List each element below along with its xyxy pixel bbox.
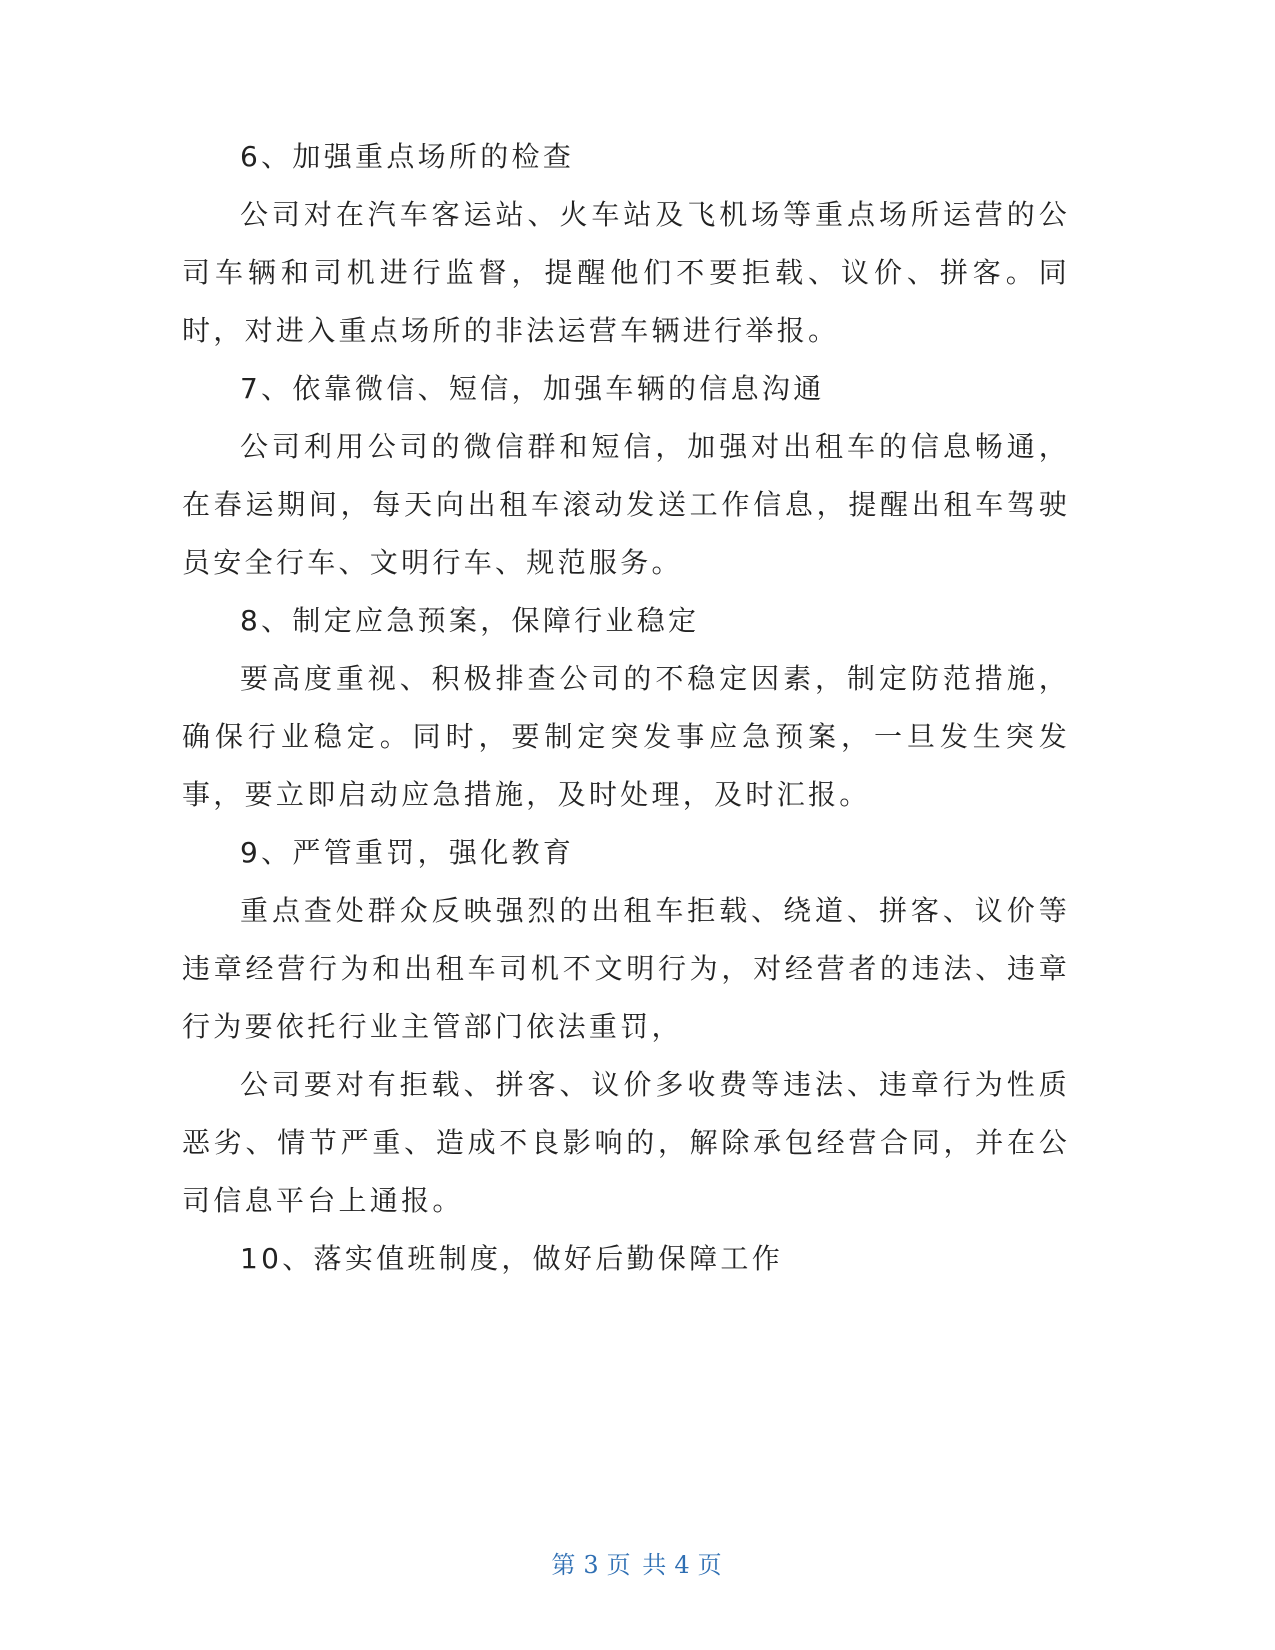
footer-prefix: 第	[551, 1551, 578, 1579]
section-paragraph: 要高度重视、积极排查公司的不稳定因素，制定防范措施，确保行业稳定。同时，要制定突发事应急预案，一旦发生突发事，要立即启动应急措施，及时处理，及时汇报。	[182, 662, 1070, 811]
section-paragraph: 重点查处群众反映强烈的出租车拒载、绕道、拼客、议价等违章经营行为和出租车司机不文明行为，对经营者的违法、违章行为要依托行业主管部门依法重罚，	[182, 894, 1070, 1043]
section-heading: 8、制定应急预案，保障行业稳定	[240, 604, 700, 637]
footer-suffix: 页	[697, 1551, 724, 1579]
page-footer	[0, 1545, 1275, 1580]
section-paragraph: 公司利用公司的微信群和短信，加强对出租车的信息畅通，在春运期间，每天向出租车滚动发送工作信息，提醒出租车驾驶员安全行车、文明行车、规范服务。	[182, 430, 1070, 579]
footer-current-page: 3	[583, 1551, 601, 1579]
section-paragraph: 公司要对有拒载、拼客、议价多收费等违法、违章行为性质恶劣、情节严重、造成不良影响的，解除承包经营合同，并在公司信息平台上通报。	[182, 1068, 1070, 1217]
footer-total-pages: 4	[674, 1551, 692, 1579]
section-heading: 6、加强重点场所的检查	[240, 140, 575, 173]
section-heading: 9、严管重罚，强化教育	[240, 836, 575, 869]
document-body	[182, 128, 1070, 1288]
section-paragraph: 公司对在汽车客运站、火车站及飞机场等重点场所运营的公司车辆和司机进行监督，提醒他们不要拒载、议价、拼客。同时，对进入重点场所的非法运营车辆进行举报。	[182, 198, 1070, 347]
section-heading: 10、落实值班制度，做好后勤保障工作	[240, 1242, 784, 1275]
section-heading: 7、依靠微信、短信，加强车辆的信息沟通	[240, 372, 825, 405]
footer-middle: 页 共	[606, 1551, 669, 1579]
